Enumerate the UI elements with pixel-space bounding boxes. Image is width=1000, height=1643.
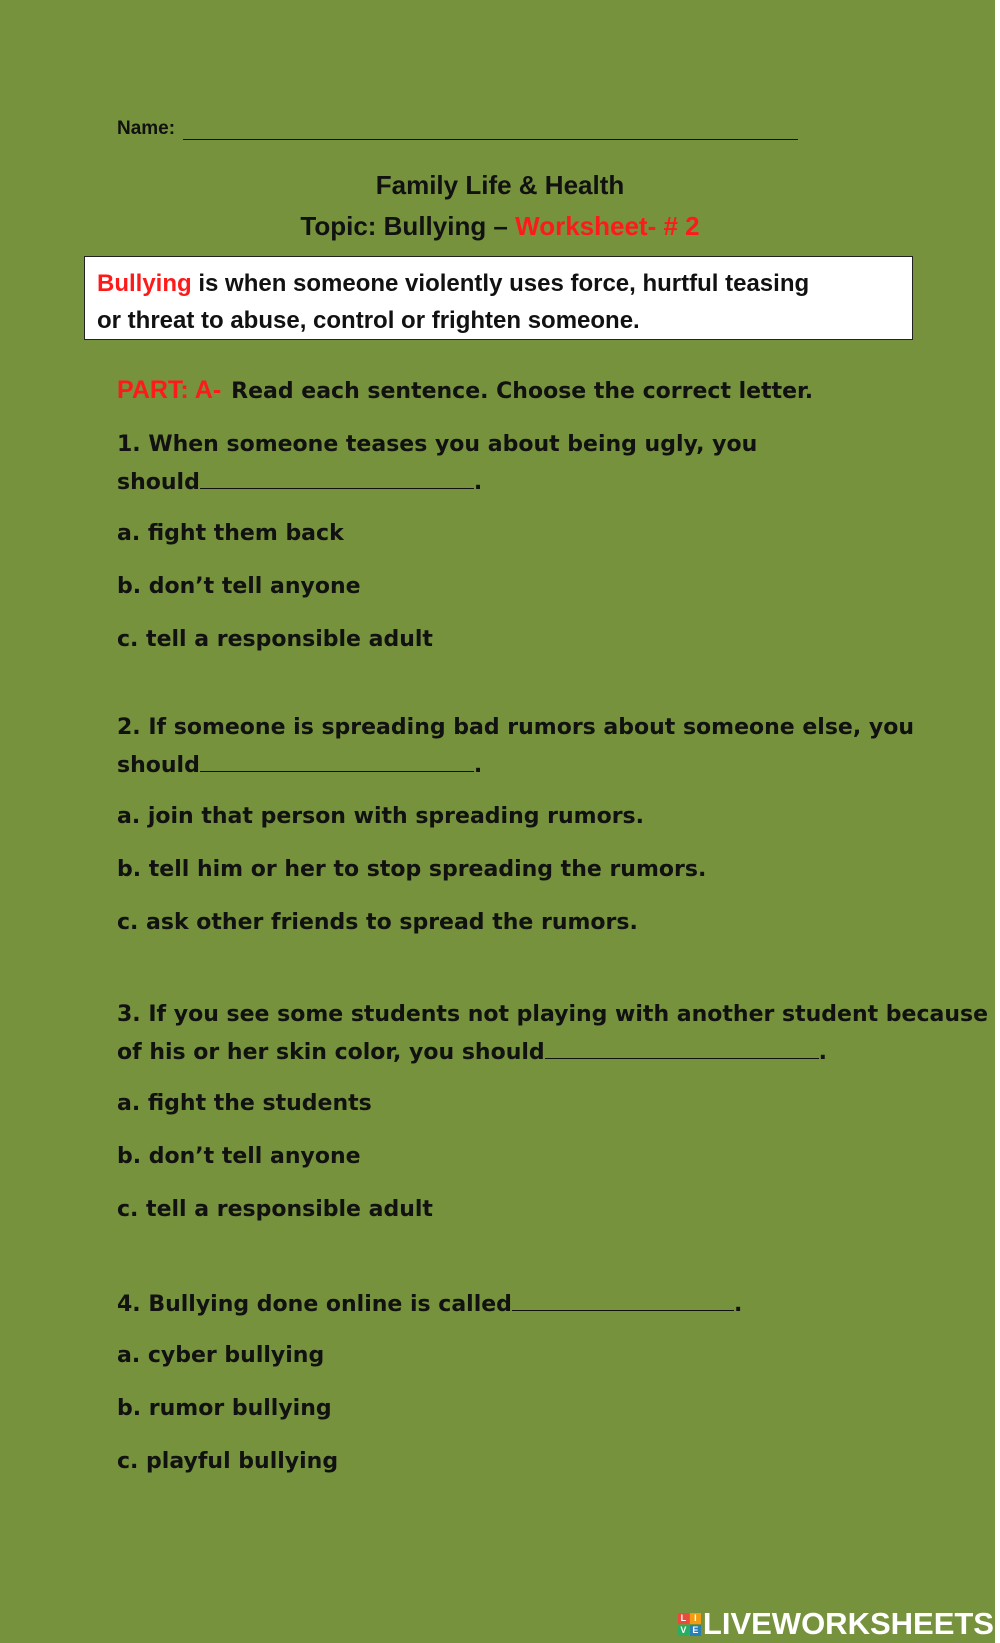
part-instruction: Read each sentence. Choose the correct letter. (231, 379, 814, 404)
logo-text: LIVEWORKSHEETS (702, 1606, 994, 1641)
question-2-blank[interactable] (200, 751, 474, 772)
topic-prefix: Topic: Bullying – (300, 211, 516, 241)
question-3-option-a[interactable]: a. fight the students (117, 1091, 372, 1116)
logo-letter-l: L (678, 1613, 689, 1624)
definition-text: is when someone violently uses force, hurtful teasing (191, 270, 810, 297)
question-2-option-a[interactable]: a. join that person with spreading rumors. (117, 804, 645, 829)
question-4-prompt-end: . (733, 1292, 743, 1317)
worksheet-topic (0, 211, 1000, 242)
name-input-line[interactable] (183, 121, 798, 140)
question-4-prompt-start: 4. Bullying done online is called (117, 1292, 512, 1317)
part-a-heading (117, 376, 813, 405)
question-3-blank[interactable] (545, 1038, 819, 1059)
name-row (117, 118, 798, 140)
question-2-option-c[interactable]: c. ask other friends to spread the rumors. (117, 910, 638, 935)
logo-letter-e: E (690, 1625, 701, 1636)
question-1-blank[interactable] (200, 468, 474, 489)
question-1-option-c[interactable]: c. tell a responsible adult (117, 627, 433, 652)
logo-icon (678, 1613, 701, 1636)
definition-line-1 (97, 265, 900, 302)
definition-box (84, 256, 913, 340)
question-4-option-c[interactable]: c. playful bullying (117, 1449, 339, 1474)
question-2-prompt-start: should (117, 753, 200, 778)
question-2-option-b[interactable]: b. tell him or her to stop spreading the rumors. (117, 857, 707, 882)
page-edge (995, 0, 1000, 1643)
question-3-option-b[interactable]: b. don’t tell anyone (117, 1144, 361, 1169)
logo-letter-i: I (690, 1613, 701, 1624)
question-3-text: 3. If you see some students not playing with another student because (117, 1002, 989, 1027)
liveworksheets-logo (678, 1606, 994, 1642)
question-2-prompt (117, 751, 482, 778)
question-1-prompt-start: should (117, 470, 200, 495)
worksheet-number: Worksheet- # 2 (515, 211, 700, 241)
logo-letter-v: V (678, 1625, 689, 1636)
question-1-prompt (117, 468, 482, 495)
definition-term: Bullying (97, 270, 192, 297)
question-3-prompt-end: . (818, 1040, 828, 1065)
question-1-option-b[interactable]: b. don’t tell anyone (117, 574, 361, 599)
question-4-prompt (117, 1290, 742, 1317)
question-4-blank[interactable] (512, 1290, 734, 1311)
question-4-option-b[interactable]: b. rumor bullying (117, 1396, 332, 1421)
question-3-option-c[interactable]: c. tell a responsible adult (117, 1197, 433, 1222)
question-3-prompt-start: of his or her skin color, you should (117, 1040, 545, 1065)
question-4-option-a[interactable]: a. cyber bullying (117, 1343, 325, 1368)
question-1-prompt-end: . (473, 470, 483, 495)
definition-line-2: or threat to abuse, control or frighten someone. (97, 307, 640, 334)
question-2-text: 2. If someone is spreading bad rumors about someone else, you (117, 715, 914, 740)
question-1-text: 1. When someone teases you about being ugly, you (117, 432, 758, 457)
question-2-prompt-end: . (473, 753, 483, 778)
name-label: Name: (117, 118, 176, 139)
worksheet-title: Family Life & Health (375, 170, 625, 200)
part-label: PART: A- (117, 376, 222, 404)
question-3-prompt (117, 1038, 827, 1065)
question-1-option-a[interactable]: a. fight them back (117, 521, 344, 546)
